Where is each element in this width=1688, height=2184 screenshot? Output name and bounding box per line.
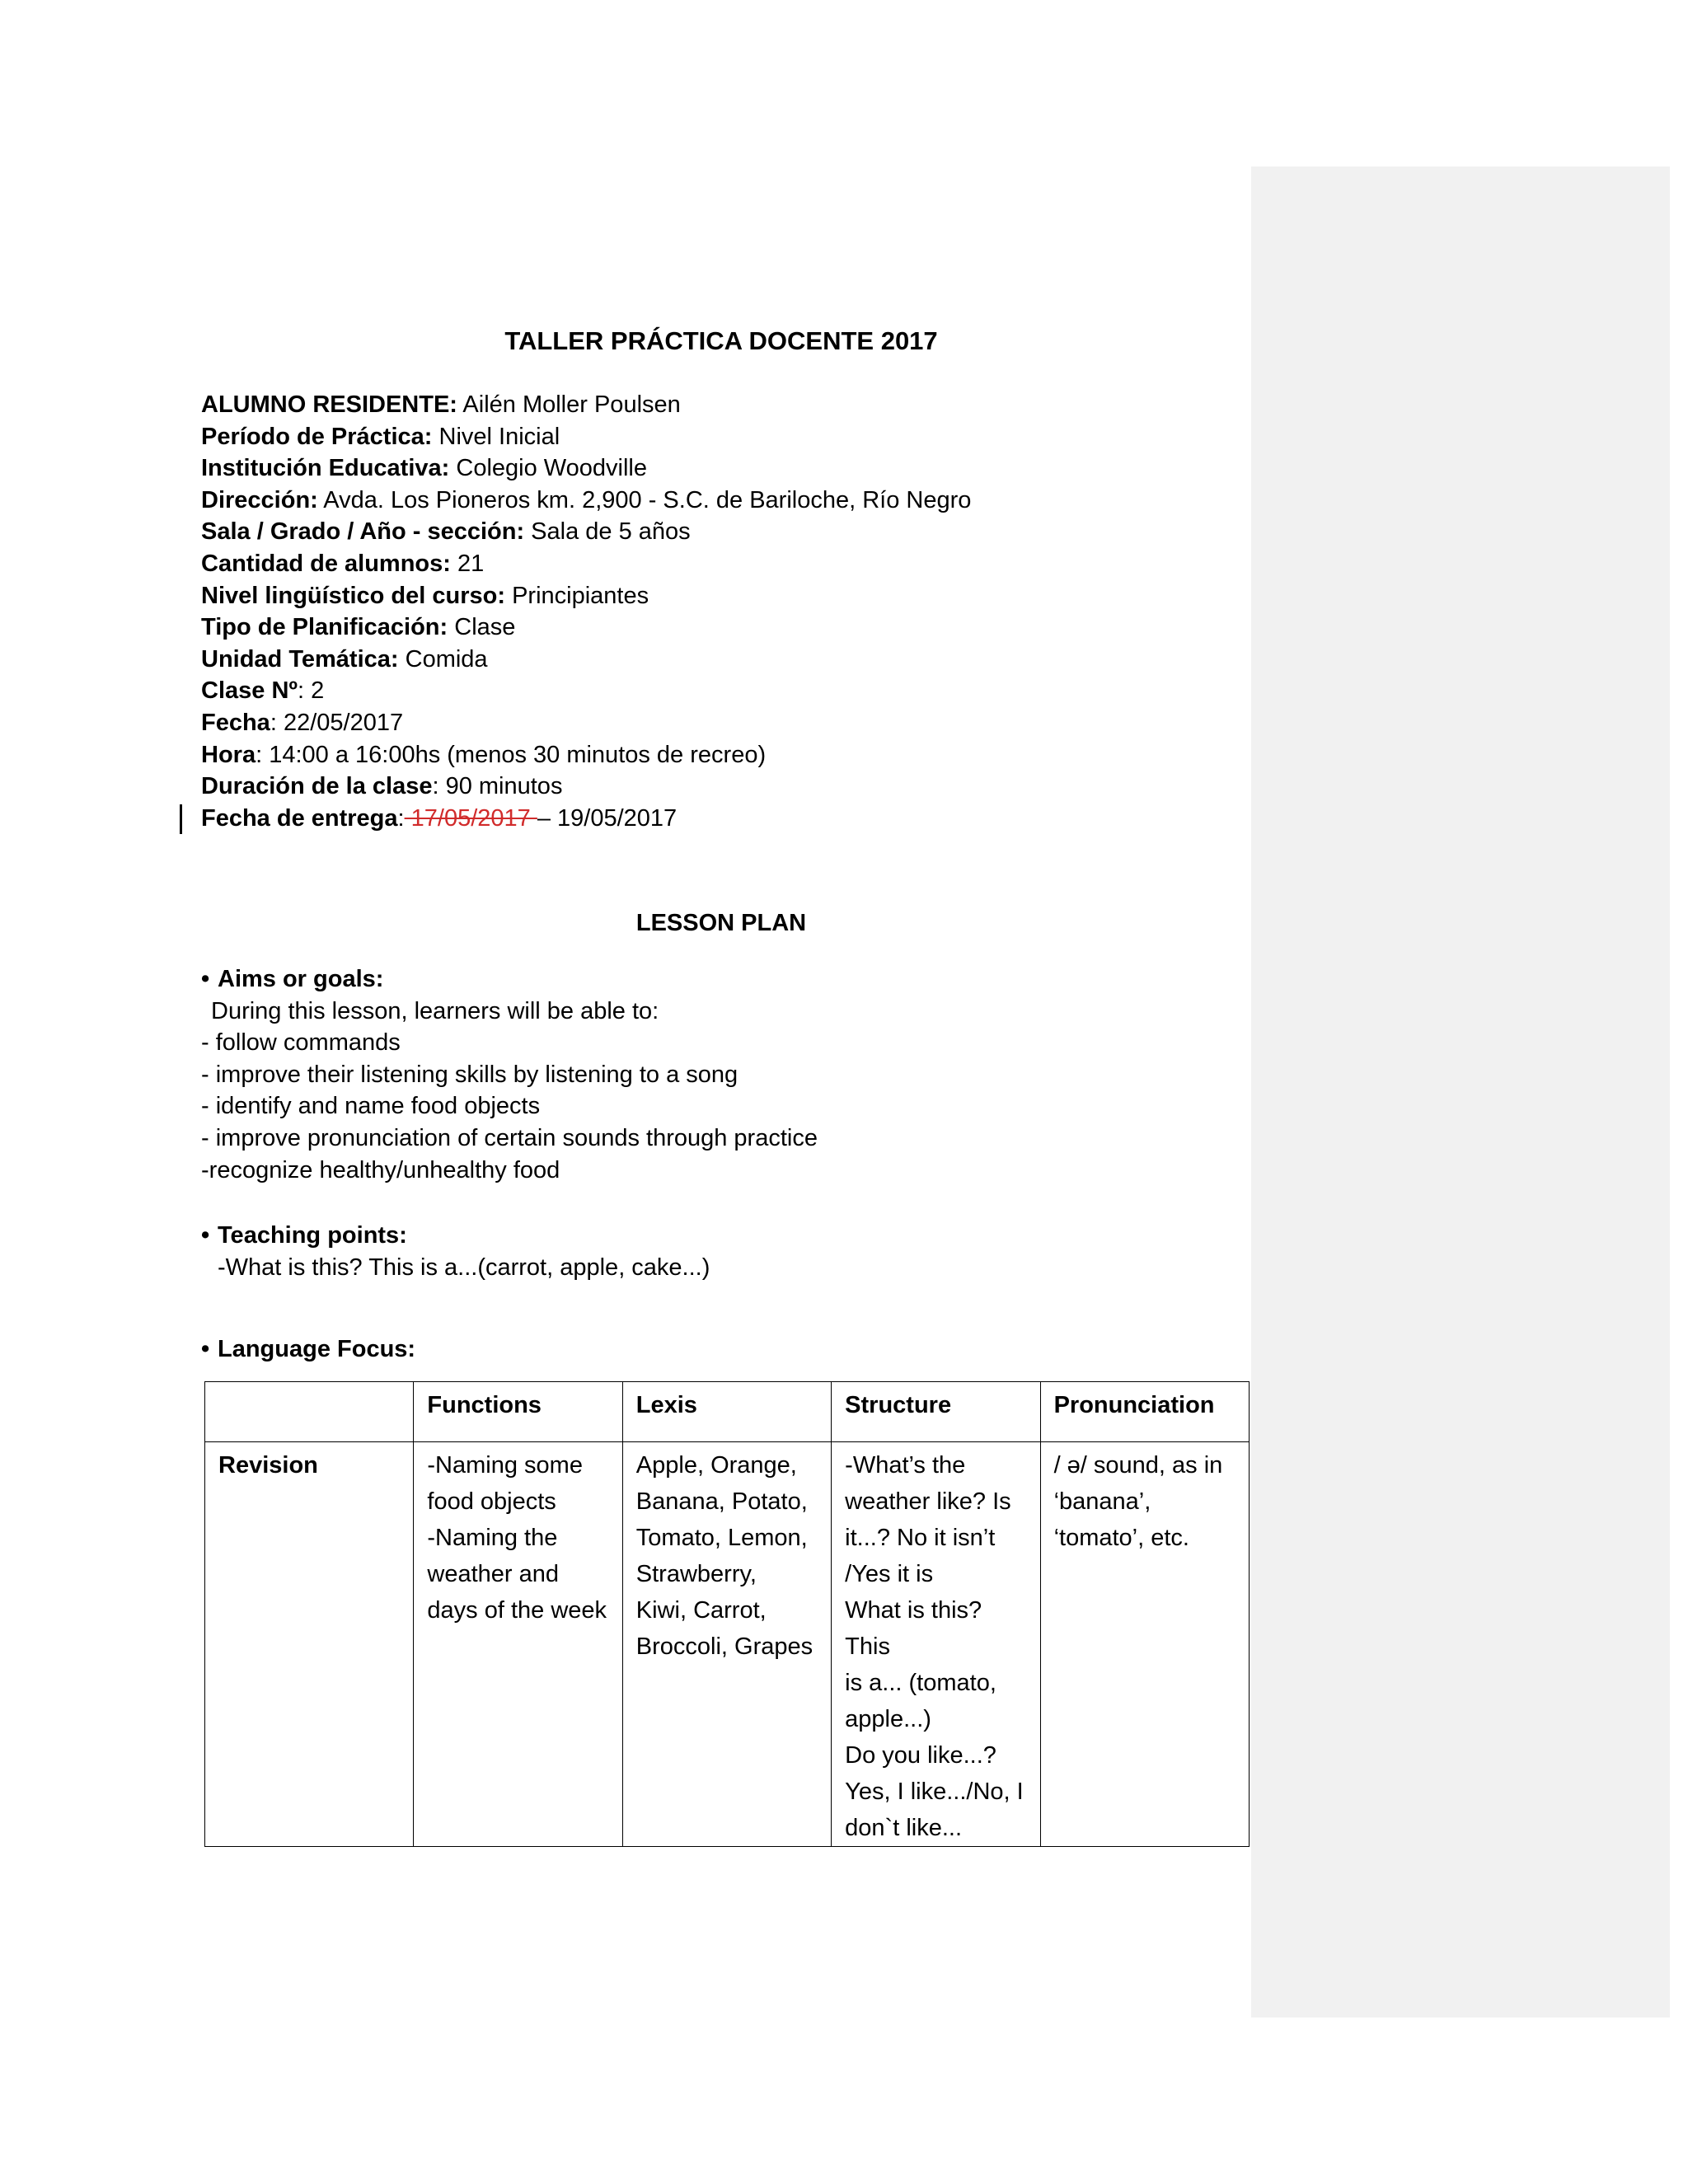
language-focus-table [204, 1381, 1250, 1847]
lesson-plan-title: LESSON PLAN [635, 910, 807, 936]
info-line-address: Dirección: Avda. Los Pioneros km. 2,900 - S.C. de Bariloche, Río Negro [201, 486, 972, 513]
info-line-students-count: Cantidad de alumnos: 21 [201, 550, 485, 577]
table-row [205, 1442, 1250, 1847]
aims-item: - follow commands [201, 1029, 401, 1057]
aims-heading: • Aims or goals: [201, 963, 1240, 996]
pronunciation-cell: / ə/ sound, as in ‘banana’, ‘tomato’, etc. [1040, 1442, 1249, 1847]
aims-item: -recognize healthy/unhealthy food [201, 1156, 560, 1183]
info-line-unit: Unidad Temática: Comida [201, 645, 488, 673]
info-line-time: Hora: 14:00 a 16:00hs (menos 30 minutos de recreo) [201, 741, 767, 768]
tracked-change-bar [180, 804, 182, 834]
language-focus-heading: • Language Focus: [201, 1333, 1240, 1366]
info-line-grade: Sala / Grado / Año - sección: Sala de 5 años [201, 518, 691, 546]
table-header-cell: Functions [414, 1382, 622, 1442]
bullet-icon: • [201, 1336, 210, 1362]
info-line-institution: Institución Educativa: Colegio Woodville [201, 455, 647, 482]
structure-cell: -What’s the weather like? Is it...? No it isn’t /Yes it is What is this? This is a... (tomato, apple...) Do you like...? Yes, I like.../No, I don`t like... [832, 1442, 1040, 1847]
deleted-text: 17/05/2017 [404, 804, 537, 832]
info-line-level: Nivel lingüístico del curso: Principiantes [201, 582, 649, 609]
comment-pane [1251, 166, 1670, 2018]
table-header-row [205, 1382, 1250, 1442]
table-header-cell [205, 1382, 414, 1442]
info-line-plan-type: Tipo de Planificación: Clase [201, 614, 516, 641]
aims-item: - improve their listening skills by listening to a song [201, 1061, 738, 1088]
teaching-text: -What is this? This is a...(carrot, apple, cake...) [218, 1254, 710, 1281]
row-label-cell: Revision [205, 1442, 414, 1847]
lexis-cell: Apple, Orange, Banana, Potato, Tomato, Lemon, Strawberry, Kiwi, Carrot, Broccoli, Grapes [622, 1442, 831, 1847]
table-header-cell: Pronunciation [1040, 1382, 1249, 1442]
info-line-class-number: Clase Nº: 2 [201, 677, 325, 705]
info-line-period: Período de Práctica: Nivel Inicial [201, 423, 560, 450]
info-block [201, 389, 1240, 834]
table-header-cell: Lexis [622, 1382, 831, 1442]
aims-item: - identify and name food objects [201, 1093, 541, 1120]
info-line-date: Fecha: 22/05/2017 [201, 709, 404, 736]
language-focus-section [201, 1333, 1240, 1366]
teaching-section [201, 1220, 1240, 1283]
aims-intro: During this lesson, learners will be able to: [211, 997, 659, 1024]
info-line-duration: Duración de la clase: 90 minutos [201, 773, 563, 800]
info-line-delivery-date: Fecha de entrega: 17/05/2017 – 19/05/2017 [201, 804, 678, 832]
aims-item: - improve pronunciation of certain sounds through practice [201, 1124, 818, 1151]
bullet-icon: • [201, 1222, 210, 1249]
table-header-cell: Structure [832, 1382, 1040, 1442]
teaching-heading: • Teaching points: [201, 1220, 1240, 1252]
functions-cell: -Naming some food objects -Naming the weather and days of the week [414, 1442, 622, 1847]
bullet-icon: • [201, 966, 210, 992]
aims-section [201, 963, 1240, 1186]
info-line-student: ALUMNO RESIDENTE: Ailén Moller Poulsen [201, 391, 681, 418]
document-title: TALLER PRÁCTICA DOCENTE 2017 [504, 326, 938, 355]
